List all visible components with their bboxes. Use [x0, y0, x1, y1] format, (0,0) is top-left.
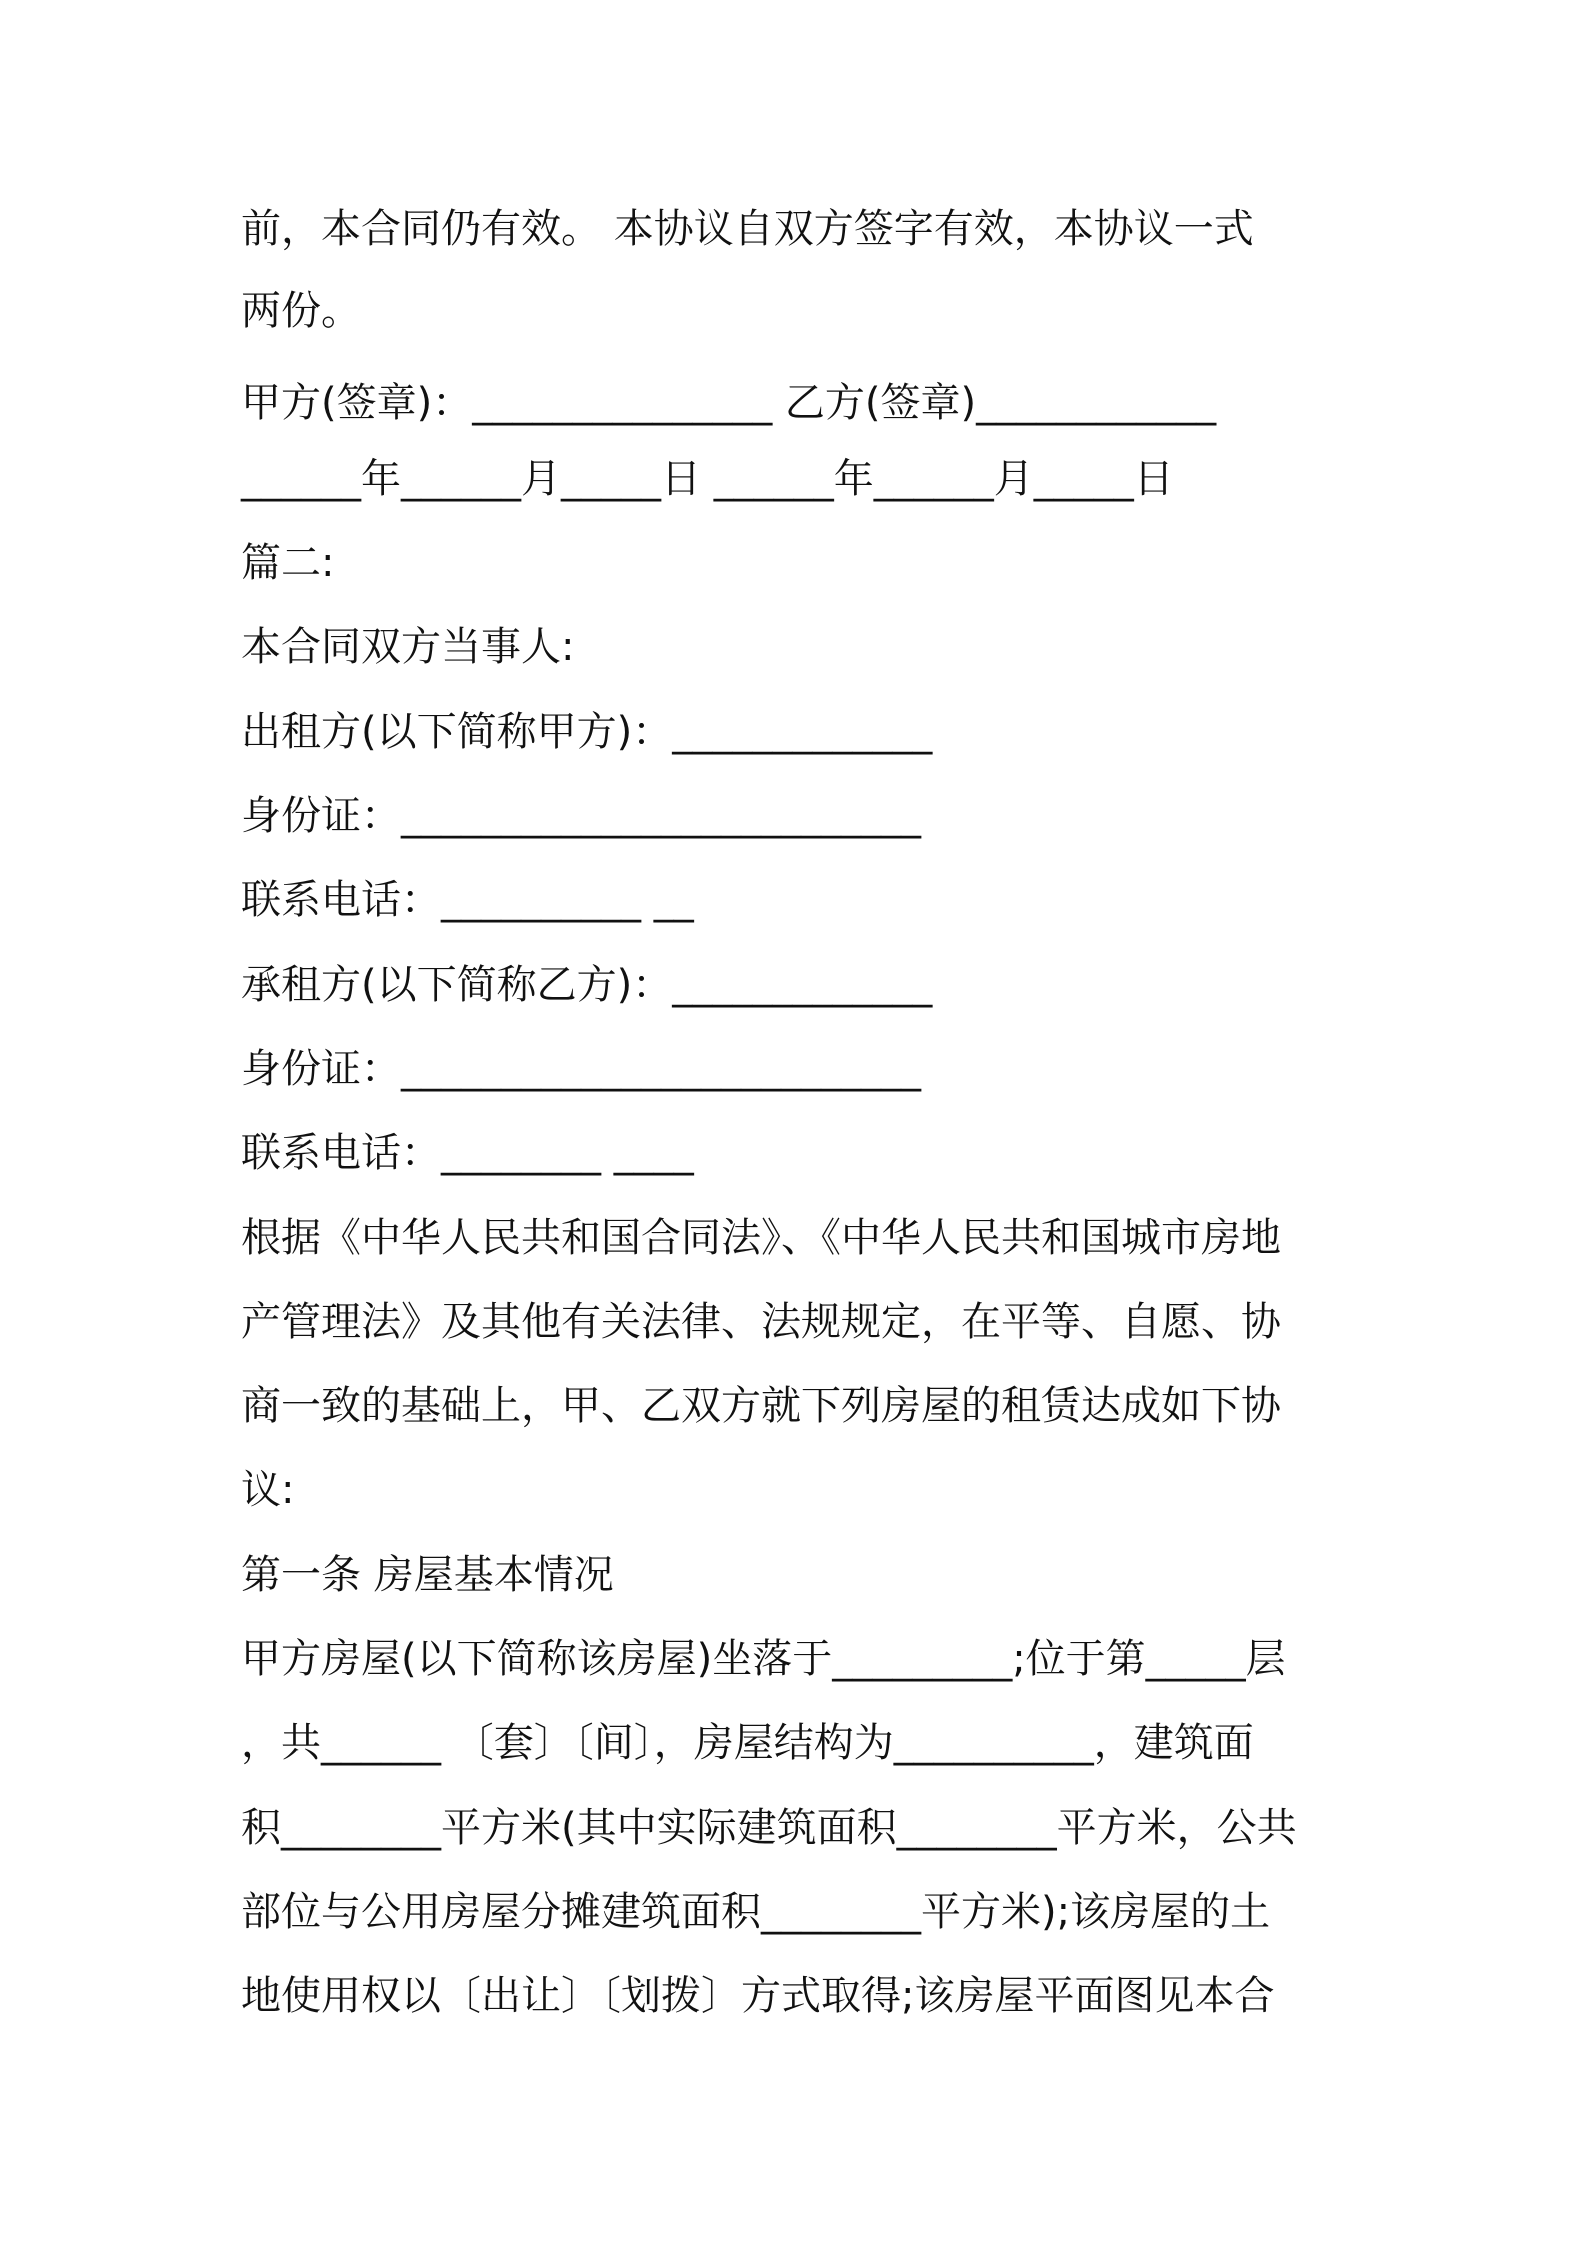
text-line: 部位与公用房屋分摊建筑面积________平方米);该房屋的土: [241, 1889, 1271, 1935]
date-line: ______年______月_____日 ______年______月_____日: [241, 456, 1174, 502]
text-line: ，共______ 〔套〕〔间〕，房屋结构为__________，建筑面: [241, 1720, 1254, 1766]
text-line: 积________平方米(其中实际建筑面积________平方米，公共: [241, 1805, 1297, 1851]
article-heading: 第一条 房屋基本情况: [241, 1552, 614, 1598]
lessor-field: 出租方(以下简称甲方)：_____________: [241, 709, 933, 755]
phone-field: 联系电话：________ ____: [241, 1130, 694, 1176]
text-line: 甲方房屋(以下简称该房屋)坐落于_________;位于第_____层: [241, 1636, 1286, 1682]
id-field: 身份证：__________________________: [241, 793, 921, 839]
lessee-field: 承租方(以下简称乙方)：_____________: [241, 962, 933, 1008]
section-heading: 篇二:: [241, 540, 335, 586]
text-line: 商一致的基础上，甲、乙双方就下列房屋的租赁达成如下协: [241, 1383, 1281, 1429]
text-line: 地使用权以〔出让〕〔划拨〕方式取得;该房屋平面图见本合: [241, 1973, 1275, 2019]
text-line: 根据《中华人民共和国合同法》、《中华人民共和国城市房地: [241, 1215, 1281, 1261]
text-line: 产管理法》及其他有关法律、法规规定，在平等、自愿、协: [241, 1299, 1281, 1345]
text-line: 本合同双方当事人:: [241, 624, 575, 670]
text-line: 前，本合同仍有效。 本协议自双方签字有效，本协议一式: [241, 206, 1254, 252]
signature-line: 甲方(签章)：_______________ 乙方(签章)____________: [241, 380, 1217, 426]
text-line: 两份。: [241, 288, 361, 334]
text-line: 议:: [241, 1467, 295, 1513]
id-field: 身份证：__________________________: [241, 1046, 921, 1092]
phone-field: 联系电话：__________ __: [241, 877, 694, 923]
